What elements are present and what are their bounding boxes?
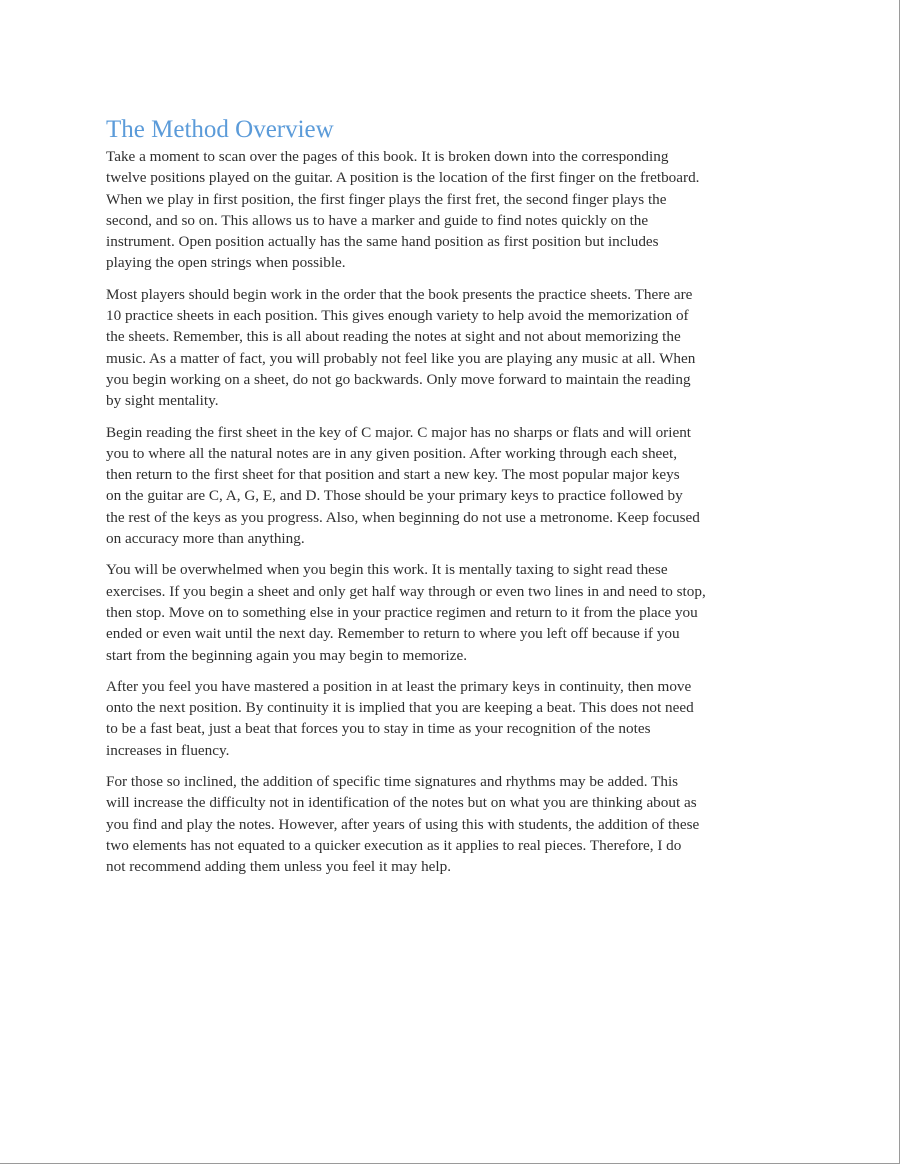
text-line: not recommend adding them unless you feel it may help. xyxy=(106,858,452,876)
text-line: you to where all the natural notes are in any given position. After working through each sheet, xyxy=(106,444,678,462)
text-line: will increase the difficulty not in identification of the notes but on what you are thinking about as xyxy=(106,794,697,812)
text-line: two elements has not equated to a quicker execution as it applies to real pieces. Therefore, I do xyxy=(106,836,682,854)
text-line: Take a moment to scan over the pages of this book. It is broken down into the corresponding xyxy=(106,148,669,165)
text-line: playing the open strings when possible. xyxy=(106,254,346,272)
paragraph-4 xyxy=(106,559,796,665)
text-line: Most players should begin work in the order that the book presents the practice sheets. There are xyxy=(106,285,693,303)
text-line: ended or even wait until the next day. Remember to return to where you left off because if you xyxy=(106,625,680,643)
text-line: instrument. Open position actually has the same hand position as first position but includes xyxy=(106,233,659,251)
text-line: 10 practice sheets in each position. This gives enough variety to help avoid the memorization of xyxy=(106,307,689,325)
text-line: on accuracy more than anything. xyxy=(106,530,305,548)
text-line: start from the beginning again you may begin to memorize. xyxy=(106,646,468,664)
text-line: by sight mentality. xyxy=(106,392,219,410)
text-line: you begin working on a sheet, do not go backwards. Only move forward to maintain the reading xyxy=(106,370,691,388)
section-title: The Method Overview xyxy=(106,116,334,143)
text-line: exercises. If you begin a sheet and only get half way through or even two lines in and need to stop, xyxy=(106,582,706,600)
paragraph-6 xyxy=(106,771,796,877)
text-line: then stop. Move on to something else in your practice regimen and return to it from the place you xyxy=(106,603,698,621)
paragraph-3 xyxy=(106,422,796,550)
text-line: you find and play the notes. However, after years of using this with students, the addition of these xyxy=(106,815,700,833)
text-line: on the guitar are C, A, G, E, and D. Those should be your primary keys to practice followed by xyxy=(106,487,683,505)
text-line: second, and so on. This allows us to have a marker and guide to find notes quickly on the xyxy=(106,211,649,229)
paragraph-5 xyxy=(106,676,796,761)
text-line: For those so inclined, the addition of specific time signatures and rhythms may be added. This xyxy=(106,773,679,791)
text-line: then return to the first sheet for that position and start a new key. The most popular major keys xyxy=(106,466,680,484)
text-line: to be a fast beat, just a beat that forces you to stay in time as your recognition of the notes xyxy=(106,720,651,738)
text-line: the rest of the keys as you progress. Also, when beginning do not use a metronome. Keep focused xyxy=(106,508,700,526)
paragraph-2 xyxy=(106,284,796,412)
text-line: After you feel you have mastered a position in at least the primary keys in continuity, then move xyxy=(106,677,692,695)
text-line: increases in fluency. xyxy=(106,741,230,759)
text-line: Begin reading the first sheet in the key of C major. C major has no sharps or flats and will orient xyxy=(106,423,692,441)
text-line: music. As a matter of fact, you will probably not feel like you are playing any music at all. When xyxy=(106,349,696,367)
text-line: When we play in first position, the first finger plays the first fret, the second finger plays the xyxy=(106,190,667,208)
text-line: twelve positions played on the guitar. A position is the location of the first finger on the fretboard. xyxy=(106,169,700,187)
text-line: You will be overwhelmed when you begin this work. It is mentally taxing to sight read these xyxy=(106,561,668,579)
page-content xyxy=(106,114,796,888)
text-line: onto the next position. By continuity it is implied that you are keeping a beat. This does not need xyxy=(106,699,694,717)
paragraph-1 xyxy=(106,146,796,274)
text-line: the sheets. Remember, this is all about reading the notes at sight and not about memorizing the xyxy=(106,328,681,346)
